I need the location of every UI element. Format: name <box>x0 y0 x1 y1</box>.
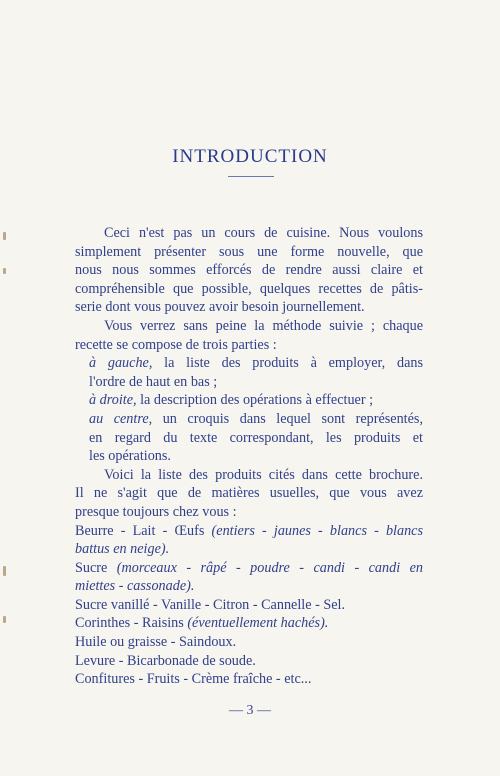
center-label: au centre, <box>89 410 153 427</box>
introduction-text <box>75 224 423 689</box>
text-line: Voici la liste des produits cités dans cette brochure. <box>104 466 423 483</box>
product-item-huile: Huile ou graisse - Saindoux. <box>75 634 237 651</box>
text-line: Vous verrez sans peine la méthode suivie ; chaque <box>104 317 423 334</box>
left-part-line: à gauche, la liste des produits à employer, dans <box>89 355 423 372</box>
text-line: battus en neige). <box>75 541 170 558</box>
text-line: nous nous sommes efforcés de rendre aussi claire et <box>75 262 423 279</box>
left-label: à gauche, <box>89 355 153 372</box>
page-title: INTRODUCTION <box>172 146 328 167</box>
text-line: Il ne s'agit que de matières usuelles, que vous avez <box>75 485 423 502</box>
product-item-beurre: Beurre - Lait - Œufs (entiers - jaunes - blancs - blancs <box>75 522 424 539</box>
title-divider <box>228 176 274 177</box>
text-line: compréhensible que possible, quelques recettes de pâtis- <box>75 280 423 297</box>
text-line: presque toujours chez vous : <box>75 503 237 520</box>
text-line: serie dont vous pouvez avoir besoin journellement. <box>75 299 365 316</box>
text-line: en regard du texte correspondant, les produits et <box>89 429 423 446</box>
text-line: simplement présenter sous une forme nouvelle, que <box>75 243 423 260</box>
product-item-sucre: Sucre (morceaux - râpé - poudre - candi - candi en <box>75 559 423 576</box>
text-line: l'ordre de haut en bas ; <box>89 373 218 390</box>
text-line: recette se compose de trois parties : <box>75 336 277 353</box>
text-line: Ceci n'est pas un cours de cuisine. Nous voulons <box>104 225 423 241</box>
product-item-vanille: Sucre vanillé - Vanille - Citron - Cannelle - Sel. <box>75 596 346 613</box>
page-number: — 3 — <box>229 703 271 718</box>
center-part-line: au centre, un croquis dans lequel sont représentés, <box>89 410 423 427</box>
product-item-confitures: Confitures - Fruits - Crème fraîche - etc... <box>75 671 312 688</box>
right-part-line: à droite, la description des opérations à effectuer ; <box>89 392 374 409</box>
text-line: miettes - cassonade). <box>75 578 195 595</box>
product-item-corinthes: Corinthes - Raisins (éventuellement hachés). <box>75 615 329 632</box>
text-line: les opérations. <box>89 448 171 465</box>
product-item-levure: Levure - Bicarbonade de soude. <box>75 652 256 669</box>
right-label: à droite, <box>89 392 137 409</box>
